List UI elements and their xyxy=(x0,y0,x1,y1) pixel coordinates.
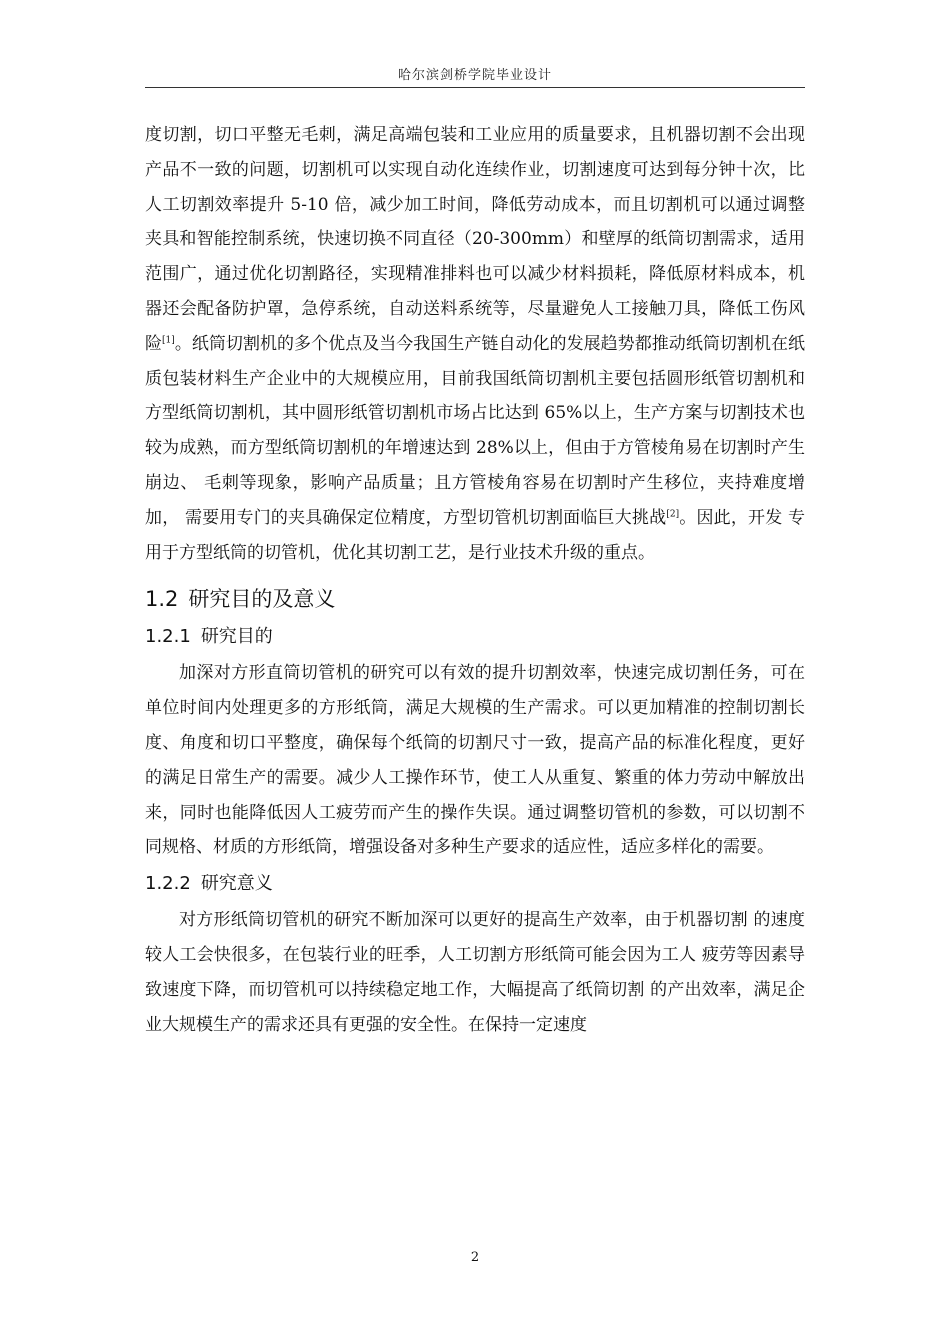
section-1-2-number: 1.2 xyxy=(145,587,179,612)
citation-1: [1] xyxy=(162,335,175,346)
section-1-2-1-text: 加深对方形直筒切管机的研究可以有效的提升切割效率，快速完成切割任务，可在单位时间内处理更多的方形纸筒，满足大规模的生产需求。可以更加精准的控制切割长度、角度和切口平整度，确保每个纸筒的切割尺寸一致，提高产品的标准化程度，更好的满足日常生产的需要。减少人工操作环节，使工人从重复、繁重的体力劳动中解放出来，同时也能降低因人工疲劳而产生的操作失误。通过调整切管机的参数，可以切割不同规格、材质的方形纸筒，增强设备对多种生产要求的适应性，适应多样化的需要。 xyxy=(145,663,805,858)
section-1-2-2-number: 1.2.2 xyxy=(145,873,191,895)
citation-2: [2] xyxy=(666,509,680,520)
section-1-2-2-text: 对方形纸筒切管机的研究不断加深可以更好的提高生产效率，由于机器切割 的速度较人工会快很多，在包装行业的旺季，人工切割方形纸筒可能会因为工人 疲劳等因素导致速度下降，而切管机可以持续稳定地工作，大幅提高了纸筒切割 的产出效率，满足企业大规模生产的需求还具有更强的安全性。在保持一定速度 xyxy=(145,910,805,1035)
page-number: 2 xyxy=(470,1250,480,1265)
page-body xyxy=(145,118,805,1042)
section-1-2-heading xyxy=(145,582,805,616)
section-1-2-1-heading xyxy=(145,620,805,654)
section-1-2-1-number: 1.2.1 xyxy=(145,626,191,648)
paragraph-1-part-c: 。因此，开发 专用于方型纸筒的切管机，优化其切割工艺，是行业技术升级的重点。 xyxy=(145,507,806,563)
header-divider xyxy=(145,87,805,88)
section-1-2-2-title: 研究意义 xyxy=(200,873,273,895)
paragraph-1-part-b: 。纸筒切割机的多个优点及当今我国生产链自动化的发展趋势都推动纸筒切割机在纸质包装材料生产企业中的大规模应用，目前我国纸筒切割机主要包括圆形纸管切割机和方型纸筒切割机，其中圆形纸管切割机市场占比达到 65%以上，生产方案与切割技术也较为成熟，而方型纸筒切割机的年增速达到 28%以上，但由于方管棱角易在切割时产生崩边、 毛刺等现象，影响产品质量；且方管棱角容易在切割时产生移位，夹持难度增加， 需要用专门的夹具确保定位精度，方型切管机切割面临巨大挑战 xyxy=(145,333,806,528)
paragraph-1 xyxy=(145,118,805,570)
section-1-2-title: 研究目的及意义 xyxy=(188,587,336,612)
paragraph-1-part-a: 度切割，切口平整无毛刺，满足高端包装和工业应用的质量要求，且机器切割不会出现产品不一致的问题，切割机可以实现自动化连续作业，切割速度可达到每分钟十次，比人工切割效率提升 5-10 倍，减少加工时间，降低劳动成本，而且切割机可以通过调整夹具和智能控制系统，快速切换不同直径（20-300mm）和壁厚的纸筒切割需求，适用范围广，通过优化切割路径，实现精准排料也可以减少材料损耗，降低原材料成本，机器还会配备防护罩，急停系统，自动送料系统等，尽量避免人工接触刀具，降低工伤风险 xyxy=(145,125,805,354)
page-header: 哈尔滨剑桥学院毕业设计 xyxy=(397,68,552,83)
section-1-2-2-heading xyxy=(145,867,805,901)
section-1-2-1-title: 研究目的 xyxy=(200,626,273,648)
